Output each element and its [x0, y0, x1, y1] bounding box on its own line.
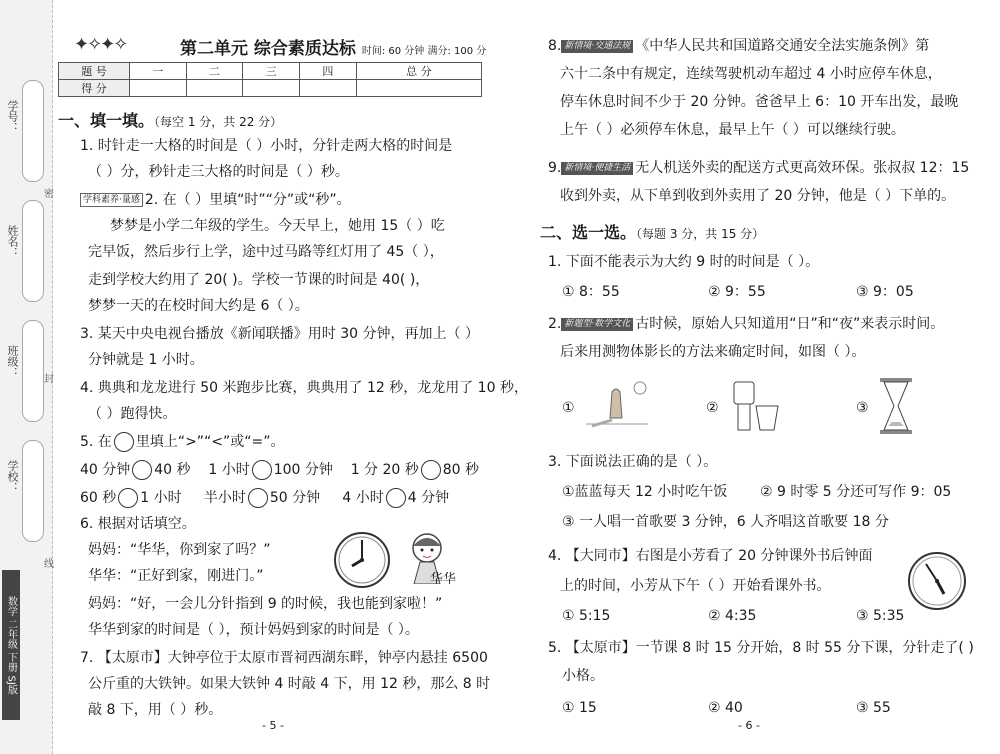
c4-opt3[interactable]: ③ 5:35 — [856, 608, 905, 624]
q9-line2: 收到外卖，从下单到收到外卖用了 20 分钟，他是（ ）下单的。 — [560, 188, 956, 204]
q2-line1 — [80, 190, 351, 210]
q2-line2: 梦梦是小学二年级的学生。今天早上，她用 15（ ）吃 — [110, 218, 445, 234]
score-cell[interactable] — [356, 80, 481, 97]
c4-line1: 4. 【大同市】右图是小芳看了 20 分钟课外书后钟面 — [548, 548, 873, 564]
q5-item: 4 分钟 — [407, 490, 450, 506]
score-header-2: 二 — [186, 63, 243, 80]
q2-text: 2. 在（ ）里填“时”“分”或“秒”。 — [144, 192, 351, 208]
q7-line3: 敲 8 下，用（ ）秒。 — [88, 702, 223, 718]
q5-item: 40 秒 — [154, 462, 191, 478]
compare-circle[interactable] — [114, 432, 134, 452]
c2-tag: 新题型·数学文化 — [561, 318, 633, 331]
spine-label-student-id: 学号： — [6, 100, 19, 133]
decoration-figures-icon: ✦✧✦✧ — [74, 34, 127, 55]
spine-label-class: 班级： — [6, 345, 19, 378]
compare-circle[interactable] — [132, 460, 152, 480]
compare-circle[interactable] — [118, 488, 138, 508]
q5-item: 1 小时 — [140, 490, 182, 506]
c1-question: 1. 下面不能表示为大约 9 时的时间是（ ）。 — [548, 254, 820, 270]
q6-line5: 华华到家的时间是（ ），预计妈妈到家的时间是（ ）。 — [88, 622, 419, 638]
c5-line1: 5. 【太原市】一节课 8 时 15 分开始，8 时 55 分下课，分针走了( ) — [548, 640, 974, 656]
section-1-title: 一、填一填。 — [58, 111, 155, 130]
q6-line3: 华华：“正好到家，刚进门。” — [88, 568, 264, 584]
school-field[interactable] — [22, 440, 44, 542]
right-page — [520, 0, 990, 754]
section-2-heading — [540, 220, 764, 243]
c3-opt3[interactable]: ③ 一人唱一首歌要 3 分钟，6 人齐唱这首歌要 18 分 — [562, 514, 889, 530]
c3-opt1[interactable]: ①蓝蓝每天 12 小时吃午饭 — [562, 484, 728, 500]
q5-item: 半小时 — [203, 490, 246, 506]
person-shadow-icon — [582, 378, 652, 432]
q2-line3: 完早饭，然后步行上学，途中过马路等红灯用了 45（ ）， — [88, 244, 444, 260]
q1-line1: 1. 时针走一大格的时间是（ ）小时，分针走两大格的时间是 — [80, 138, 453, 154]
page-number-left: - 5 - — [262, 719, 284, 732]
c2-opt3[interactable]: ③ — [856, 400, 869, 416]
c1-opt2[interactable]: ② 9：55 — [708, 284, 766, 300]
q5-row2 — [80, 488, 449, 508]
score-header-3: 三 — [243, 63, 300, 80]
cut-mark-3: 线 — [44, 559, 54, 570]
section-2-note: （每题 3 分，共 15 分） — [636, 227, 765, 241]
c2-text: 古时候，原始人只知道用“日”和“夜”来表示时间。 — [635, 316, 945, 332]
score-cell[interactable] — [130, 80, 187, 97]
c3-question: 3. 下面说法正确的是（ ）。 — [548, 454, 718, 470]
q9-text: 无人机送外卖的配送方式更高效环保。张叔叔 12：15 — [635, 160, 970, 176]
c4-opt2[interactable]: ② 4:35 — [708, 608, 757, 624]
title-text: 第二单元 综合素质达标 — [180, 39, 356, 59]
q6-line1: 6. 根据对话填空。 — [80, 516, 196, 532]
c2-line2: 后来用测物体影长的方法来确定时间，如图（ ）。 — [560, 344, 866, 360]
q2-tag: 学科素养·量感 — [80, 193, 143, 207]
compare-circle[interactable] — [386, 488, 406, 508]
section-2-title: 二、选一选。 — [540, 223, 637, 242]
score-header-4: 四 — [300, 63, 357, 80]
q5-item: 1 小时 — [208, 462, 250, 478]
hourglass-icon — [876, 376, 916, 436]
q5-item: 4 小时 — [342, 490, 384, 506]
q9-line1 — [548, 158, 969, 178]
q5-prefix: 5. 在 — [80, 434, 112, 450]
section-1-note: （每空 1 分，共 22 分） — [154, 115, 283, 129]
page-number-right: - 6 - — [738, 719, 760, 732]
q8-line3: 停车休息时间不少于 20 分钟。爸爸早上 6：10 开车出发，最晚 — [560, 94, 959, 110]
q2-line4: 走到学校大约用了 20( )。学校一节课的时间是 40( )， — [88, 272, 430, 288]
c5-opt3[interactable]: ③ 55 — [856, 700, 891, 716]
c2-opt1[interactable]: ① — [562, 400, 575, 416]
q8-tag: 新情境·交通法规 — [561, 40, 633, 53]
compare-circle[interactable] — [421, 460, 441, 480]
c1-opt3[interactable]: ③ 9：05 — [856, 284, 914, 300]
q9-tag: 新情境·便捷生活 — [561, 162, 633, 175]
c1-opt1[interactable]: ① 8：55 — [562, 284, 620, 300]
c4-opt1[interactable]: ① 5:15 — [562, 608, 611, 624]
q5-item: 50 分钟 — [269, 490, 321, 506]
clock-icon — [332, 530, 392, 590]
clock-icon — [906, 550, 968, 612]
q5-item: 80 秒 — [442, 462, 480, 478]
water-clock-icon — [726, 376, 784, 434]
class-field[interactable] — [22, 320, 44, 422]
q8-line2: 六十二条中有规定，连续驾驶机动车超过 4 小时应停车休息， — [560, 66, 942, 82]
section-1-heading — [58, 108, 282, 131]
q5-item: 60 秒 — [80, 490, 117, 506]
q5-item: 1 分 20 秒 — [350, 462, 419, 478]
title-meta: 时间: 60 分钟 满分: 100 分 — [361, 46, 487, 57]
score-header-label: 题 号 — [59, 63, 130, 80]
score-cell[interactable] — [186, 80, 243, 97]
left-page — [52, 0, 528, 754]
q8-line1 — [548, 36, 929, 56]
c2-opt2[interactable]: ② — [706, 400, 719, 416]
c2-line1 — [548, 314, 944, 334]
c5-opt2[interactable]: ② 40 — [708, 700, 743, 716]
q5-line1 — [80, 432, 285, 452]
q5-item: 100 分钟 — [273, 462, 333, 478]
q4-line1: 4. 典典和龙龙进行 50 米跑步比赛，典典用了 12 秒，龙龙用了 10 秒， — [80, 380, 528, 396]
q2-line5: 梦梦一天的在校时间大约是 6（ ）。 — [88, 298, 309, 314]
q4-line2: （ ）跑得快。 — [88, 406, 177, 422]
q8-number: 8. — [548, 38, 562, 54]
c2-number: 2. — [548, 316, 562, 332]
q6-line4: 妈妈：“好，一会儿分针指到 9 的时候，我也能到家啦！” — [88, 596, 443, 612]
score-cell[interactable] — [300, 80, 357, 97]
score-row-label: 得 分 — [59, 80, 130, 97]
q5-suffix: 里填上“>”“<”或“=”。 — [135, 434, 285, 450]
spine-label-school: 学校： — [6, 460, 19, 493]
cut-mark-2: 封 — [44, 374, 54, 385]
compare-circle[interactable] — [248, 488, 268, 508]
score-header-total: 总 分 — [356, 63, 481, 80]
student-id-field[interactable] — [22, 80, 44, 182]
q5-row1 — [80, 460, 479, 480]
c3-opt2[interactable]: ② 9 时零 5 分还可写作 9：05 — [760, 484, 952, 500]
q6-line2: 妈妈：“华华，你到家了吗？” — [88, 542, 271, 558]
page-title — [180, 34, 486, 59]
q5-item: 40 分钟 — [80, 462, 131, 478]
compare-circle[interactable] — [252, 460, 272, 480]
cut-mark-1: 密 — [44, 189, 54, 200]
q8-line4: 上午（ ）必须停车休息，最早上午（ ）可以继续行驶。 — [560, 122, 905, 138]
c5-line2: 小格。 — [562, 668, 604, 684]
c5-opt1[interactable]: ① 15 — [562, 700, 597, 716]
character-name: 华华 — [430, 572, 457, 587]
q3-line2: 分钟就是 1 小时。 — [88, 352, 204, 368]
name-field[interactable] — [22, 200, 44, 302]
q8-text: 《中华人民共和国道路交通安全法实施条例》第 — [635, 38, 930, 54]
c4-line2: 上的时间，小芳从下午（ ）开始看课外书。 — [560, 578, 831, 594]
score-cell[interactable] — [243, 80, 300, 97]
q7-line2: 公斤重的大铁钟。如果大铁钟 4 时敲 4 下，用 12 秒，那么 8 时 — [88, 676, 491, 692]
brand-strip: 数学 二年级 下册 SJ版 — [2, 570, 20, 720]
spine-label-name: 姓名： — [6, 225, 19, 258]
q1-line2: （ ）分，秒针走三大格的时间是（ ）秒。 — [88, 164, 349, 180]
binding-spine — [0, 0, 53, 754]
score-header-1: 一 — [130, 63, 187, 80]
score-table — [58, 62, 482, 97]
q3-line1: 3. 某天中央电视台播放《新闻联播》用时 30 分钟，再加上（ ） — [80, 326, 479, 342]
q7-line1: 7. 【太原市】大钟亭位于太原市晋祠西湖东畔，钟亭内悬挂 6500 — [80, 650, 488, 666]
q9-number: 9. — [548, 160, 562, 176]
